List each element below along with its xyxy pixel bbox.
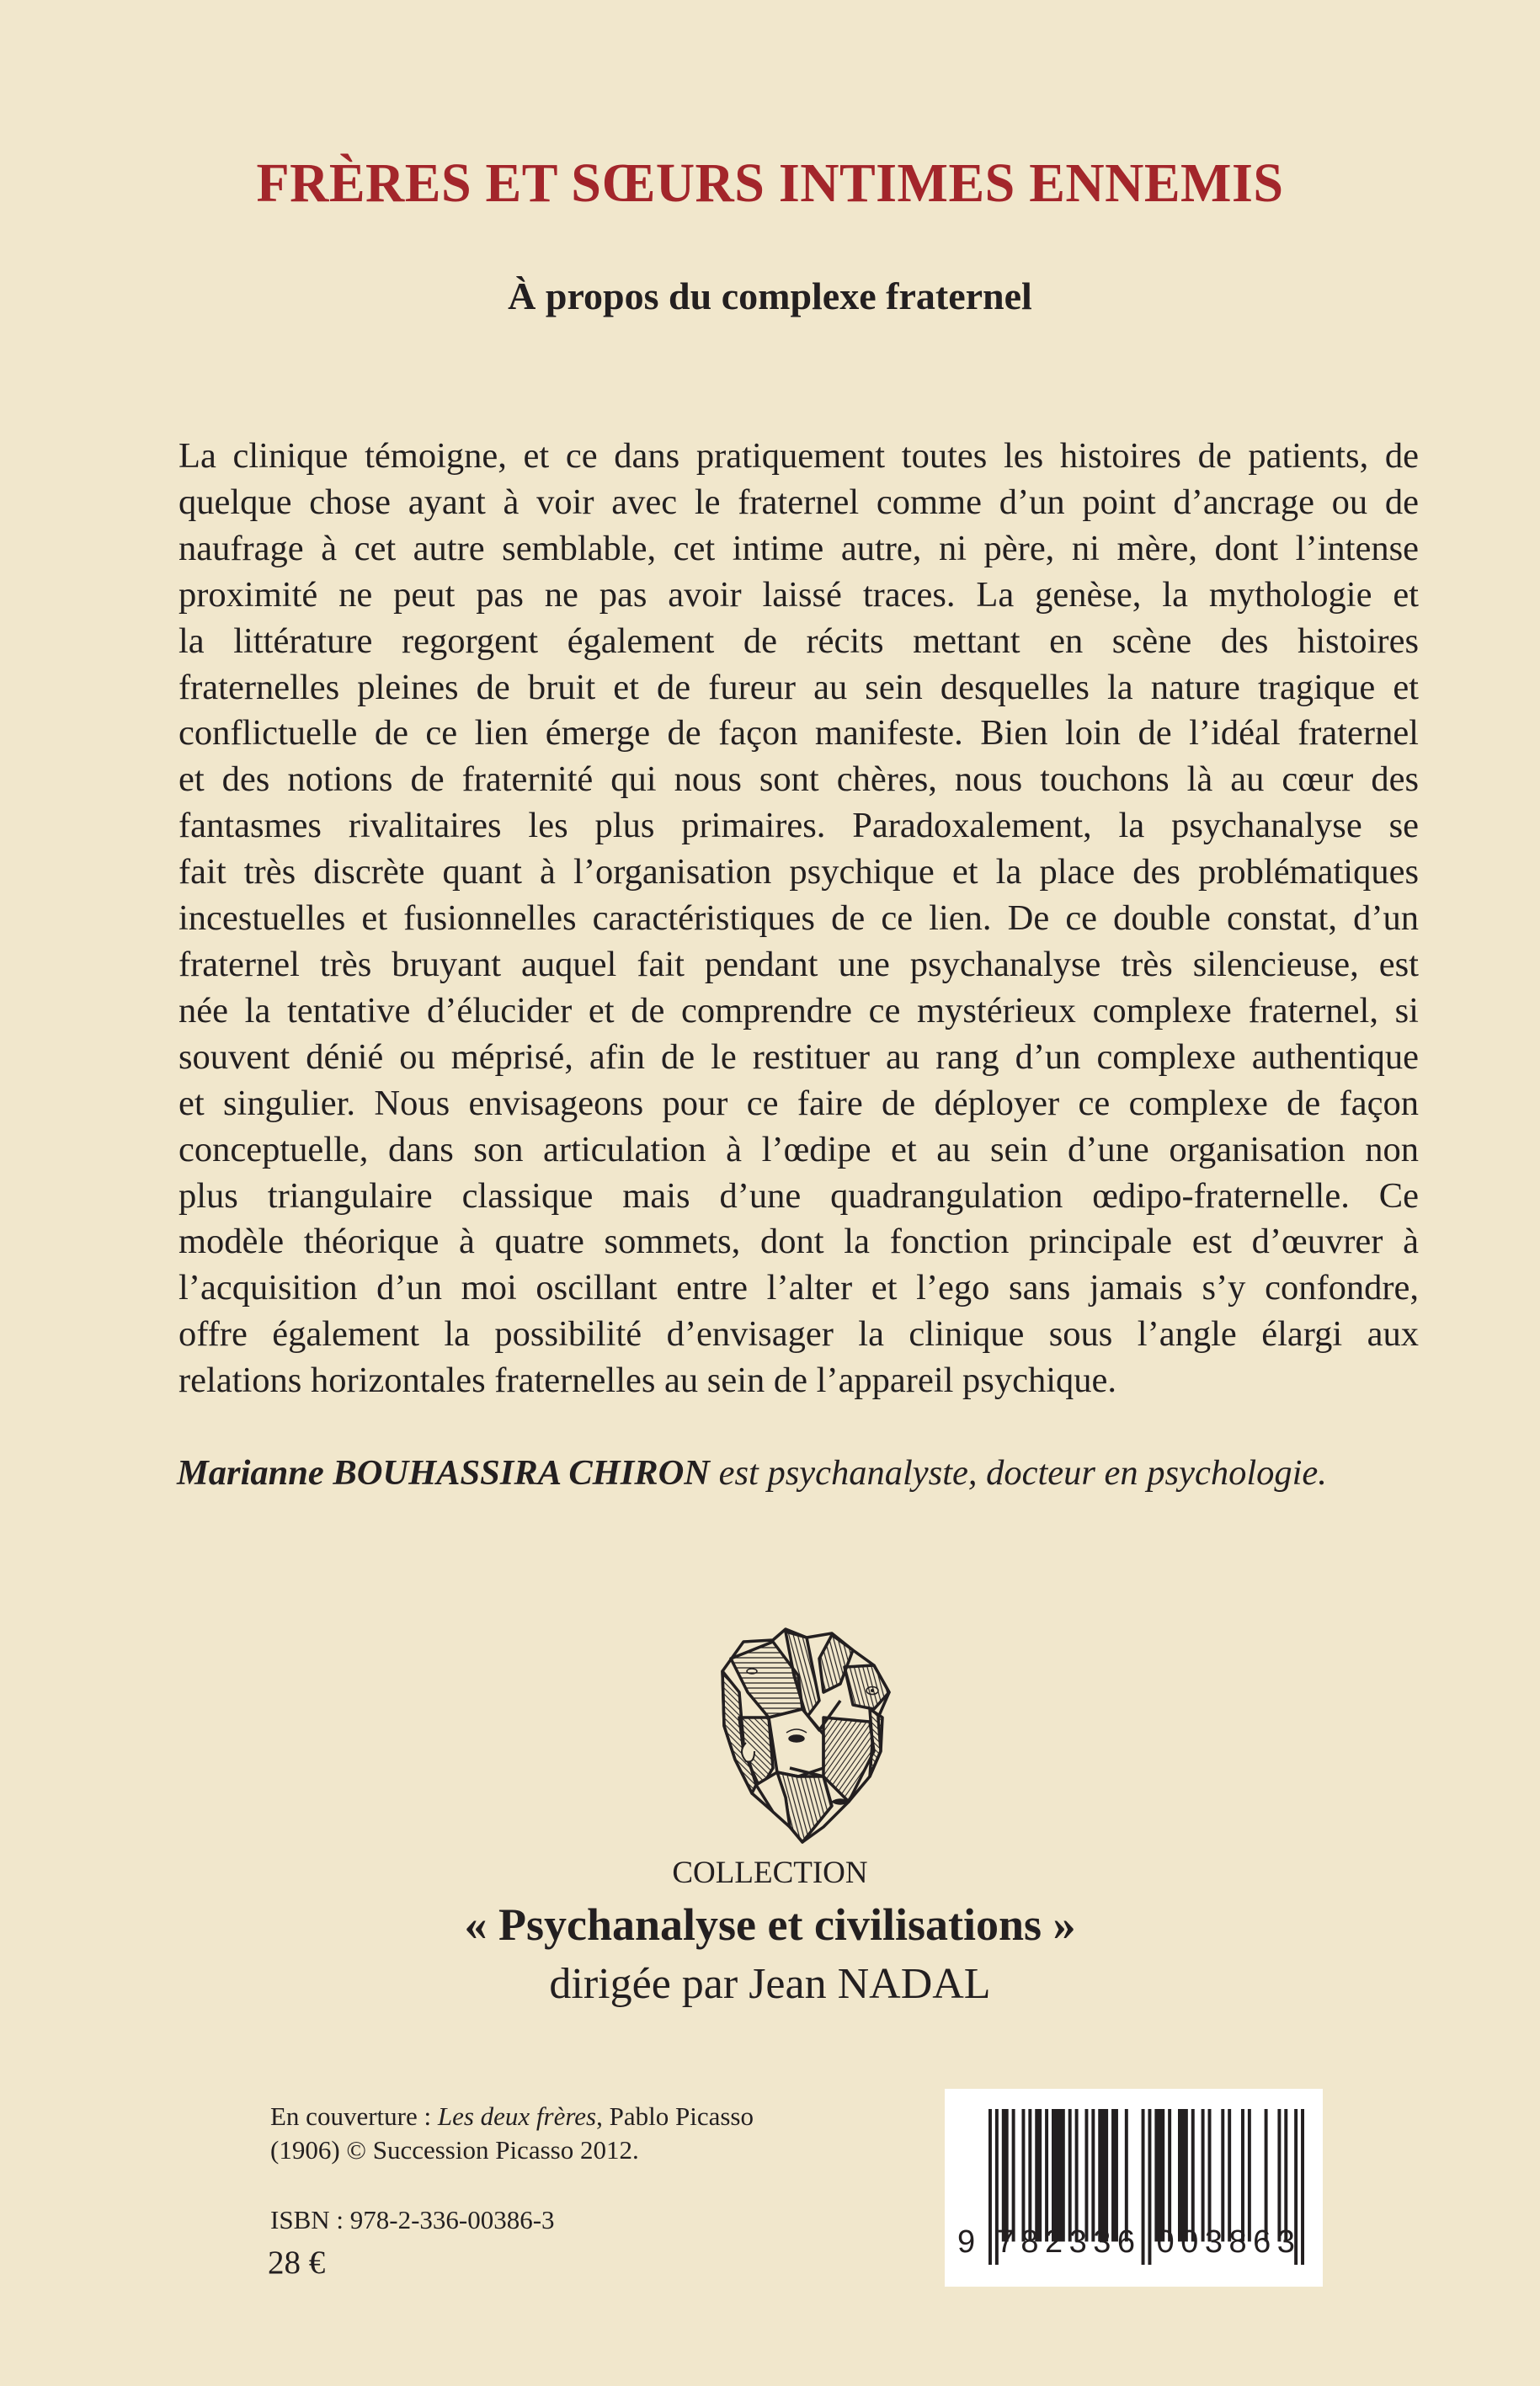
isbn: ISBN : 978-2-336-00386-3 bbox=[270, 2205, 555, 2234]
blurb-line: fraternelles pleines de bruit et de fureur au sein desquelles la nature tragique et bbox=[179, 667, 1419, 707]
blurb-line: la littérature regorgent également de récits mettant en scène des histoires bbox=[179, 620, 1419, 661]
cover-credit-line2: (1906) © Succession Picasso 2012. bbox=[270, 2135, 639, 2165]
cover-credit-line1 bbox=[270, 2100, 944, 2133]
blurb-line: incestuelles et fusionnelles caractéristiques de ce lien. De ce double constat, d’un bbox=[179, 898, 1419, 939]
cover-credit-suffix: , Pablo Picasso bbox=[596, 2101, 754, 2131]
collection-label: COLLECTION bbox=[672, 1856, 868, 1890]
blurb-line: naufrage à cet autre semblable, cet intime autre, ni père, ni mère, dont l’intense bbox=[179, 528, 1419, 568]
blurb-line: quelque chose ayant à voir avec le fraternel comme d’un point d’ancrage ou de bbox=[179, 482, 1419, 522]
blurb-line: conflictuelle de ce lien émerge de façon manifeste. Bien loin de l’idéal fraternel bbox=[179, 713, 1419, 754]
blurb-paragraph bbox=[179, 434, 1419, 1404]
cover-credit bbox=[270, 2100, 944, 2167]
blurb-line: fait très discrète quant à l’organisation psychique et la place des problématiques bbox=[179, 852, 1419, 892]
barcode bbox=[945, 2089, 1323, 2287]
blurb-line: conceptuelle, dans son articulation à l’œdipe et au sein d’une organisation non bbox=[179, 1129, 1419, 1169]
blurb-line: et singulier. Nous envisageons pour ce faire de déployer ce complexe de façon bbox=[179, 1083, 1419, 1123]
blurb-line: et des notions de fraternité qui nous sont chères, nous touchons là au cœur des bbox=[179, 759, 1419, 800]
blurb-line: née la tentative d’élucider et de comprendre ce mystérieux complexe fraternel, si bbox=[179, 990, 1419, 1031]
blurb-line: souvent dénié ou méprisé, afin de le restituer au rang d’un complexe authentique bbox=[179, 1036, 1419, 1077]
author-description: est psychanalyste, docteur en psychologie. bbox=[710, 1453, 1327, 1493]
collection-director: dirigée par Jean NADAL bbox=[549, 1960, 991, 2008]
blurb-line: relations horizontales fraternelles au sein de l’appareil psychique. bbox=[179, 1361, 1117, 1401]
book-title: FRÈRES ET SŒURS INTIMES ENNEMIS bbox=[256, 152, 1284, 214]
author-name: Marianne BOUHASSIRA CHIRON bbox=[177, 1453, 710, 1493]
blurb-line: proximité ne peut pas ne pas avoir laissé traces. La genèse, la mythologie et bbox=[179, 574, 1419, 615]
barcode-digits: 9 782336 003863 bbox=[957, 2224, 1302, 2260]
book-subtitle: À propos du complexe fraternel bbox=[508, 274, 1032, 317]
blurb-line: l’acquisition d’un moi oscillant entre l’alter et l’ego sans jamais s’y confondre, bbox=[179, 1268, 1419, 1308]
collection-name: « Psychanalyse et civilisations » bbox=[464, 1899, 1076, 1950]
blurb-line: fraternel très bruyant auquel fait pendant une psychanalyse très silencieuse, est bbox=[179, 944, 1419, 984]
cubist-face-logo-icon bbox=[706, 1625, 899, 1845]
blurb-line: offre également la possibilité d’envisager la clinique sous l’angle élargi aux bbox=[179, 1314, 1419, 1355]
cover-credit-prefix: En couverture : bbox=[270, 2101, 438, 2131]
cover-artwork-title: Les deux frères bbox=[437, 2101, 597, 2131]
blurb-line: La clinique témoigne, et ce dans pratiquement toutes les histoires de patients, de bbox=[179, 436, 1419, 476]
price: 28 € bbox=[268, 2245, 326, 2281]
blurb-line: modèle théorique à quatre sommets, dont la fonction principale est d’œuvrer à bbox=[179, 1222, 1419, 1262]
blurb-line: plus triangulaire classique mais d’une quadrangulation œdipo-fraternelle. Ce bbox=[179, 1175, 1419, 1216]
blurb-line: fantasmes rivalitaires les plus primaires. Paradoxalement, la psychanalyse se bbox=[179, 806, 1419, 846]
author-bio bbox=[177, 1450, 1423, 1497]
